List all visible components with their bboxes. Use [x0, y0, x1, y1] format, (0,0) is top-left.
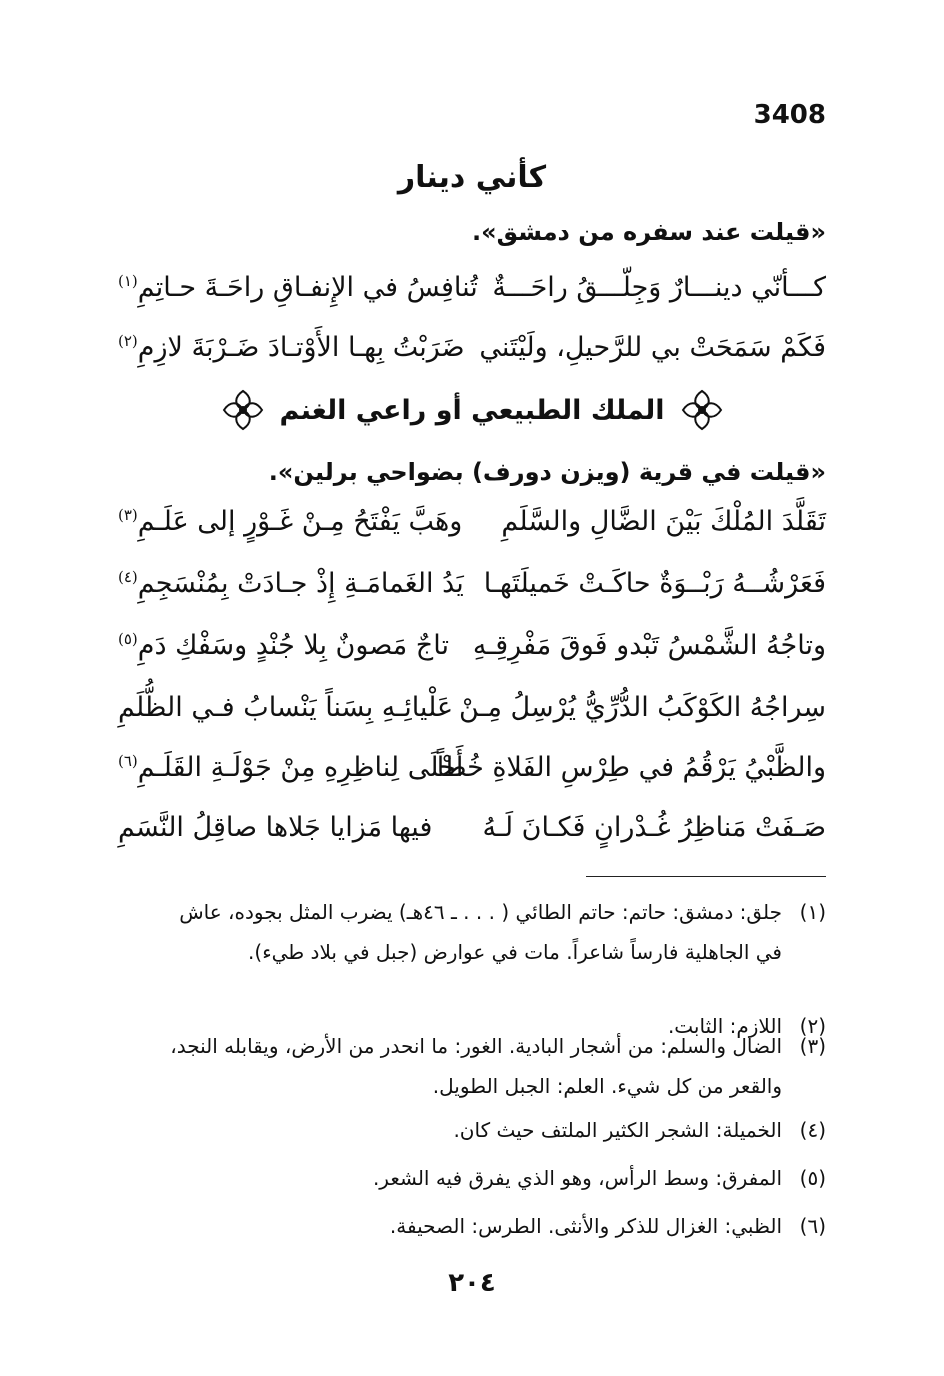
floral-ornament-icon [679, 387, 725, 433]
footnote-text: الظبي: الغزال للذكر والأنثى. الطرس: الصحيفة. [389, 1214, 782, 1238]
page-number: ٢٠٤ [448, 1268, 496, 1298]
verse-second-hemistich: يَدُ الغَمامَـةِ إِذْ جـادَتْ بِمُنْسَجِمِ$^{(٤)}$ [118, 568, 464, 599]
verse-first-hemistich: وتاجُهُ الشَّمْسُ تَبْدو فَوقَ مَفْرِقِـهِ [472, 630, 826, 661]
footnote-text: في الجاهلية فارساً شاعراً. مات في عوارض (جبل في بلاد طيء). [248, 940, 782, 964]
verse-second-hemistich: تُنافِسُ في الإِنفـاقِ راحَـةَ حـاتِمِ$^{(١)}$ [118, 272, 478, 303]
verse-second-hemistich: عَلْيائِـهِ بِسَناً يَنْسابُ فـي الظُّلَمِ [118, 692, 454, 723]
verse-first-hemistich: فَعَرْشُــهُ رَبْــوَةٌ حاكَـتْ خَميلَتَهـا [483, 568, 826, 599]
footnote-number: (٦) [799, 1214, 826, 1238]
footnote-divider [586, 876, 826, 877]
footnote-ref: (٦) [118, 752, 138, 770]
verse-second-hemistich: فيها مَزايا جَلاها صاقِلُ النَّسَمِ [118, 812, 433, 843]
footnote [118, 1206, 826, 1246]
footnote-ref: (٥) [118, 630, 138, 648]
footnote [118, 1110, 826, 1150]
footnote-number: (٤) [799, 1118, 826, 1142]
footnote-ref: (٢) [118, 332, 138, 350]
footnote-ref: (٤) [118, 568, 138, 586]
verse-line [118, 568, 826, 618]
footnote-ref: (٣) [118, 506, 138, 524]
poem2-title: الملك الطبيعي أو راعي الغنم [279, 394, 665, 426]
footnote-number: (١) [799, 900, 826, 924]
verse-first-hemistich: فَكَمْ سَمَحَتْ بي للرَّحيلِ، ولَيْتَني [479, 332, 826, 363]
verse-line [118, 752, 826, 802]
verse-line [118, 630, 826, 680]
verse-first-hemistich: والظَّبْيُ يَرْقُمُ في طِرْسِ الفَلاةِ خُطاً [436, 752, 826, 783]
footnote [118, 1158, 826, 1198]
footnote-text: والقعر من كل شيء. العلم: الجبل الطويل. [432, 1074, 782, 1098]
floral-ornament-icon [220, 387, 266, 433]
footnote-number: (٣) [799, 1034, 826, 1058]
footnote-text: اللازم: الثابت. [667, 1014, 782, 1038]
poem1-title: كأني دينار [397, 160, 547, 195]
page-id-number: 3408 [753, 100, 826, 130]
verse-first-hemistich: سِراجُهُ الكَوْكَبُ الدُّرِّيُّ يُرْسِلُ مِـنْ [459, 692, 826, 723]
verse-line [118, 332, 826, 382]
verse-second-hemistich: تاجٌ مَصونٌ بِلا جُنْدٍ وسَفْكِ دَمِ$^{(٥)}$ [118, 630, 449, 661]
footnote-text: المفرق: وسط الرأس، وهو الذي يفرق فيه الشعر. [372, 1166, 782, 1190]
poem1-intro: «قيلت عند سفره من دمشق». [472, 218, 826, 246]
verse-first-hemistich: تَقَلَّدَ المُلْكَ بَيْنَ الضَّالِ والسَّلَمِ [501, 506, 826, 537]
poem2-header [0, 384, 944, 436]
verse-line [118, 812, 826, 862]
footnote-number: (٥) [799, 1166, 826, 1190]
verse-line [118, 506, 826, 556]
footnote-number: (٢) [799, 1014, 826, 1038]
verse-first-hemistich: كـــأنّي دينـــارٌ وَجِلّـــقُ راحَـــةٌ [492, 272, 826, 303]
poem2-intro: «قيلت في قرية (ويزن دورف) بضواحي برلين». [268, 458, 826, 486]
verse-second-hemistich: وهَبَّ يَفْتَحُ مِـنْ غَـوْرٍ إلى عَلَـمِ$^{(٣)}$ [118, 506, 463, 537]
footnote-text: الخميلة: الشجر الكثير الملتف حيث كان. [453, 1118, 782, 1142]
verse-second-hemistich: أَحْلَى لِناظِرِهِ مِنْ جَوْلَـةِ القَلَـمِ$^{(٦)}$ [118, 752, 464, 783]
footnote-ref: (١) [118, 272, 138, 290]
footnote-text: جلق: دمشق: حاتم: حاتم الطائي ( . . . ـ ٤٦هـ) يضرب المثل بجوده، عاش [179, 900, 782, 924]
verse-line [118, 692, 826, 742]
footnote-text: الضال والسلم: من أشجار البادية. الغور: ما انحدر من الأرض، ويقابله النجد، [170, 1034, 782, 1058]
footnote [118, 1026, 826, 1106]
verse-second-hemistich: ضَرَبْتُ بِهـا الأَوْتـادَ ضَـرْبَةَ لازِمِ$^{(٢)}$ [118, 332, 465, 363]
verse-line [118, 272, 826, 322]
footnote [118, 892, 826, 972]
verse-first-hemistich: صَـفَتْ مَناظِرُ غُـدْرانٍ فَكـانَ لَـهُ [482, 812, 826, 843]
